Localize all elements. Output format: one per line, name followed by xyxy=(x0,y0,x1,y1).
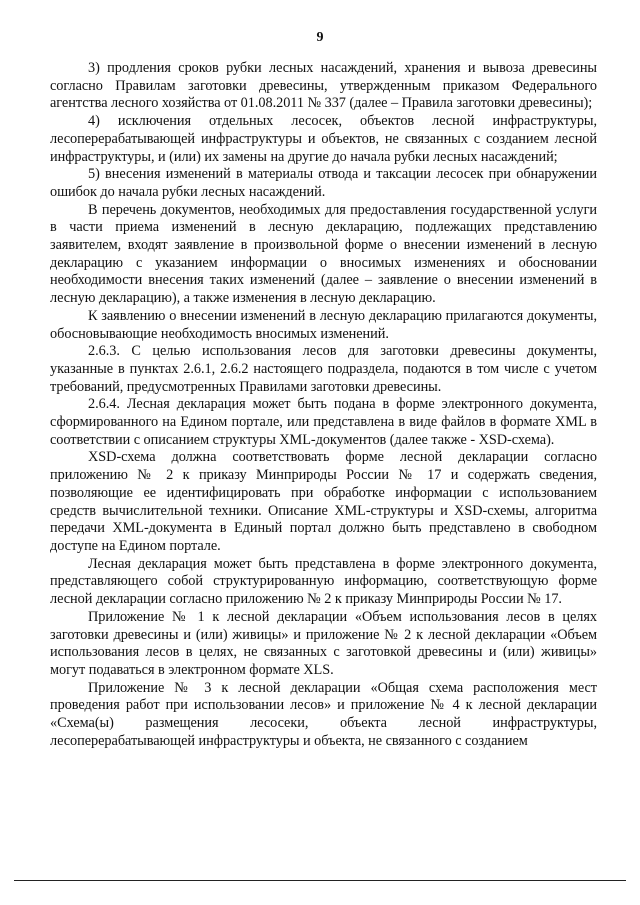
paragraph-2-6-4: 2.6.4. Лесная декларация может быть подана в форме электронного документа, сформированного на Едином портале, или представлена в виде файлов в формате XML в соответствии с описанием структуры XML-документов (далее также - XSD-схема). xyxy=(50,396,597,448)
paragraph-xsd-schema: XSD-схема должна соответствовать форме лесной декларации согласно приложению № 2 к приказу Минприроды России № 17 и содержать сведения, позволяющие ее идентифицировать при обработке информации с использованием средств вычислительной техники. Описание XML-структуры и XSD-схемы, алгоритма передачи XML-документа в Единый портал должно быть представлено в свободном доступе на Едином портале. xyxy=(50,449,597,554)
document-body xyxy=(50,60,597,750)
paragraph-document-list: В перечень документов, необходимых для предоставления государственной услуги в части приема изменений в лесную декларацию, подлежащих представлению заявителем, входят заявление в произвольной форме о внесении изменений в лесную декларацию с указанием информации о вносимых изменениях и обосновании необходимости внесения таких изменений (далее – заявление о внесении изменений в лесную декларацию), а также изменения в лесную декларацию. xyxy=(50,201,597,307)
paragraph-electronic-document: Лесная декларация может быть представлена в форме электронного документа, представляющего собой структурированную информацию, соответствующую форме лесной декларации согласно приложению № 2 к приказу Минприроды России № 17. xyxy=(50,555,597,608)
paragraph-attachments: К заявлению о внесении изменений в лесную декларацию прилагаются документы, обосновывающие необходимость вносимых изменений. xyxy=(50,307,597,342)
page-number: 9 xyxy=(316,30,324,45)
paragraph-item-4: 4) исключения отдельных лесосек, объектов лесной инфраструктуры, лесоперерабатывающей инфраструктуры и объектов, не связанных с созданием лесной инфраструктуры, и (или) их замены на другие до начала рубки лесных насаждений; xyxy=(50,113,597,165)
paragraph-appendix-3-4: Приложение № 3 к лесной декларации «Общая схема расположения мест проведения работ при использовании лесов» и приложение № 4 к лесной декларации «Схема(ы) размещения лесосеки, объекта лесной инфраструктуры, лесоперерабатывающей инфраструктуры и объекта, не связанного с созданием xyxy=(50,679,597,749)
paragraph-item-3: 3) продления сроков рубки лесных насаждений, хранения и вывоза древесины согласно Правилам заготовки древесины, утвержденным приказом Федерального агентства лесного хозяйства от 01.08.2011 № 337 (далее – Правила заготовки древесины); xyxy=(50,60,597,112)
paragraph-2-6-3: 2.6.3. С целью использования лесов для заготовки древесины документы, указанные в пунктах 2.6.1, 2.6.2 настоящего подраздела, подаются в том числе с учетом требований, предусмотренных Правилами заготовки древесины. xyxy=(50,343,597,395)
paragraph-item-5: 5) внесения изменений в материалы отвода и таксации лесосек при обнаружении ошибок до начала рубки лесных насаждений. xyxy=(50,166,597,200)
paragraph-appendix-1-2: Приложение № 1 к лесной декларации «Объем использования лесов в целях заготовки древесины и (или) живицы» и приложение № 2 к лесной декларации «Объем использования лесов в целях, не связанных с заготовкой древесины и (или) живицы» могут подаваться в электронном формате XLS. xyxy=(50,608,597,678)
page-bottom-rule xyxy=(14,880,626,881)
